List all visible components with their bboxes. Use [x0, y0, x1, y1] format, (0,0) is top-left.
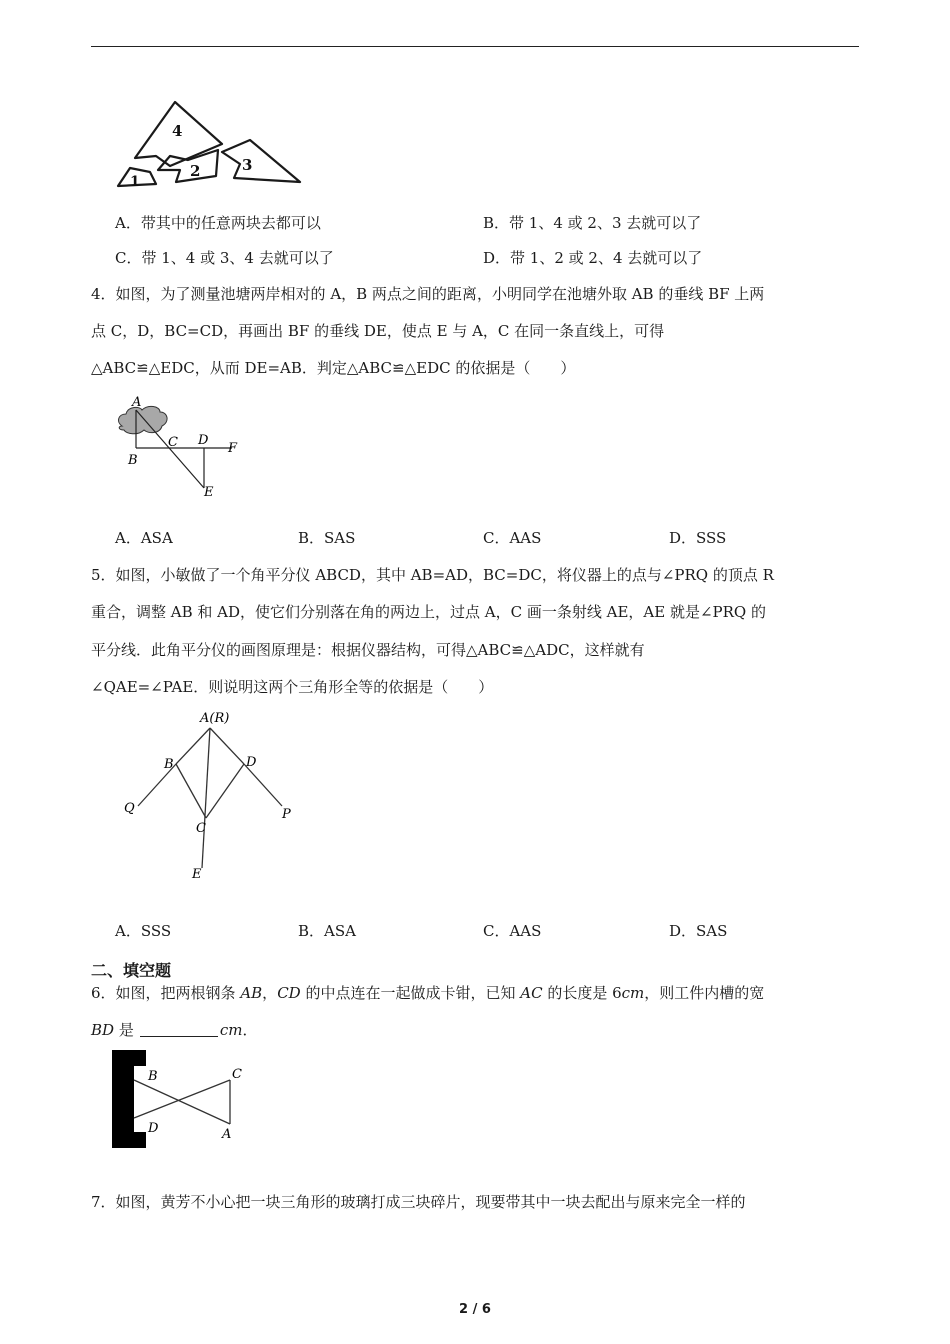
q3-option-d: D．带 1、2 或 2、4 去就可以了	[483, 249, 703, 267]
q6-line-1: 6．如图，把两根钢条 AB，CD 的中点连在一起做成卡钳，已知 AC 的长度是 6cm，则工件内槽的宽	[91, 984, 765, 1002]
q3-option-b: B．带 1、4 或 2、3 去就可以了	[483, 214, 702, 232]
point-b-label: B	[128, 453, 138, 468]
point-d-label: D	[148, 1121, 159, 1136]
header-rule	[91, 46, 859, 47]
point-c-label: C	[196, 821, 206, 836]
q5-option-c: C．AAS	[483, 922, 542, 940]
point-p-label: P	[282, 807, 291, 822]
q5-line-4: ∠QAE=∠PAE．则说明这两个三角形全等的依据是（ ）	[91, 678, 494, 696]
q7-line-1: 7．如图，黄芳不小心把一块三角形的玻璃打成三块碎片，现要带其中一块去配出与原来完全一样的	[91, 1193, 746, 1211]
fragment-4-label: 4	[172, 122, 183, 140]
point-b-label: B	[148, 1069, 158, 1084]
point-c-label: C	[232, 1067, 242, 1082]
q4-option-d: D．SSS	[669, 529, 727, 547]
fragment-3	[222, 140, 300, 182]
point-b-label: B	[164, 757, 174, 772]
q4-option-c: C．AAS	[483, 529, 542, 547]
point-d-label: D	[198, 433, 209, 448]
point-c-label: C	[168, 435, 178, 450]
point-a-label: A	[222, 1127, 232, 1142]
point-d-label: D	[246, 755, 257, 770]
q5-angle-bisector-figure	[118, 708, 308, 888]
point-e-label: E	[204, 485, 214, 500]
workpiece-slot	[112, 1050, 146, 1148]
fragment-3-label: 3	[242, 156, 253, 174]
q5-option-d: D．SAS	[669, 922, 728, 940]
q4-option-a: A．ASA	[115, 529, 173, 547]
point-f-label: F	[228, 441, 238, 456]
fragment-2-label: 2	[190, 162, 201, 180]
q4-line-2: 点 C，D，BC=CD，再画出 BF 的垂线 DE，使点 E 与 A，C 在同一条直线上，可得	[91, 322, 665, 340]
point-a-label: A	[132, 395, 142, 410]
q4-pond-figure	[110, 392, 250, 502]
point-ar-label: A(R)	[200, 711, 230, 726]
q3-option-a: A．带其中的任意两块去都可以	[115, 214, 321, 232]
fragment-2	[158, 150, 218, 182]
q3-option-c: C．带 1、4 或 3、4 去就可以了	[115, 249, 334, 267]
point-q-label: Q	[124, 801, 135, 816]
q6-line-2: BD 是 cm．	[91, 1021, 258, 1039]
q5-option-a: A．SSS	[115, 922, 172, 940]
answer-blank	[140, 1022, 218, 1037]
q4-line-3: △ABC≌△EDC，从而 DE=AB．判定△ABC≌△EDC 的依据是（ ）	[91, 359, 576, 377]
page-number: 2 / 6	[459, 1302, 491, 1317]
q4-line-1: 4．如图，为了测量池塘两岸相对的 A，B 两点之间的距离，小明同学在池塘外取 AB 的垂线 BF 上两	[91, 285, 765, 303]
q5-line-3: 平分线．此角平分仪的画图原理是：根据仪器结构，可得△ABC≌△ADC，这样就有	[91, 641, 645, 659]
q4-option-b: B．SAS	[298, 529, 356, 547]
q3-fragments-figure	[110, 96, 310, 194]
q5-option-b: B．ASA	[298, 922, 356, 940]
q6-caliper-figure	[110, 1050, 260, 1150]
q5-line-2: 重合，调整 AB 和 AD，使它们分别落在角的两边上，过点 A，C 画一条射线 AE，AE 就是∠PRQ 的	[91, 603, 766, 621]
section-title-fill-in: 二、填空题	[91, 961, 172, 980]
point-e-label: E	[192, 867, 202, 882]
pond-shape	[119, 406, 168, 433]
fragment-1-label: 1	[130, 174, 140, 190]
q5-line-1: 5．如图，小敏做了一个角平分仪 ABCD，其中 AB=AD，BC=DC，将仪器上的点与∠PRQ 的顶点 R	[91, 566, 774, 584]
